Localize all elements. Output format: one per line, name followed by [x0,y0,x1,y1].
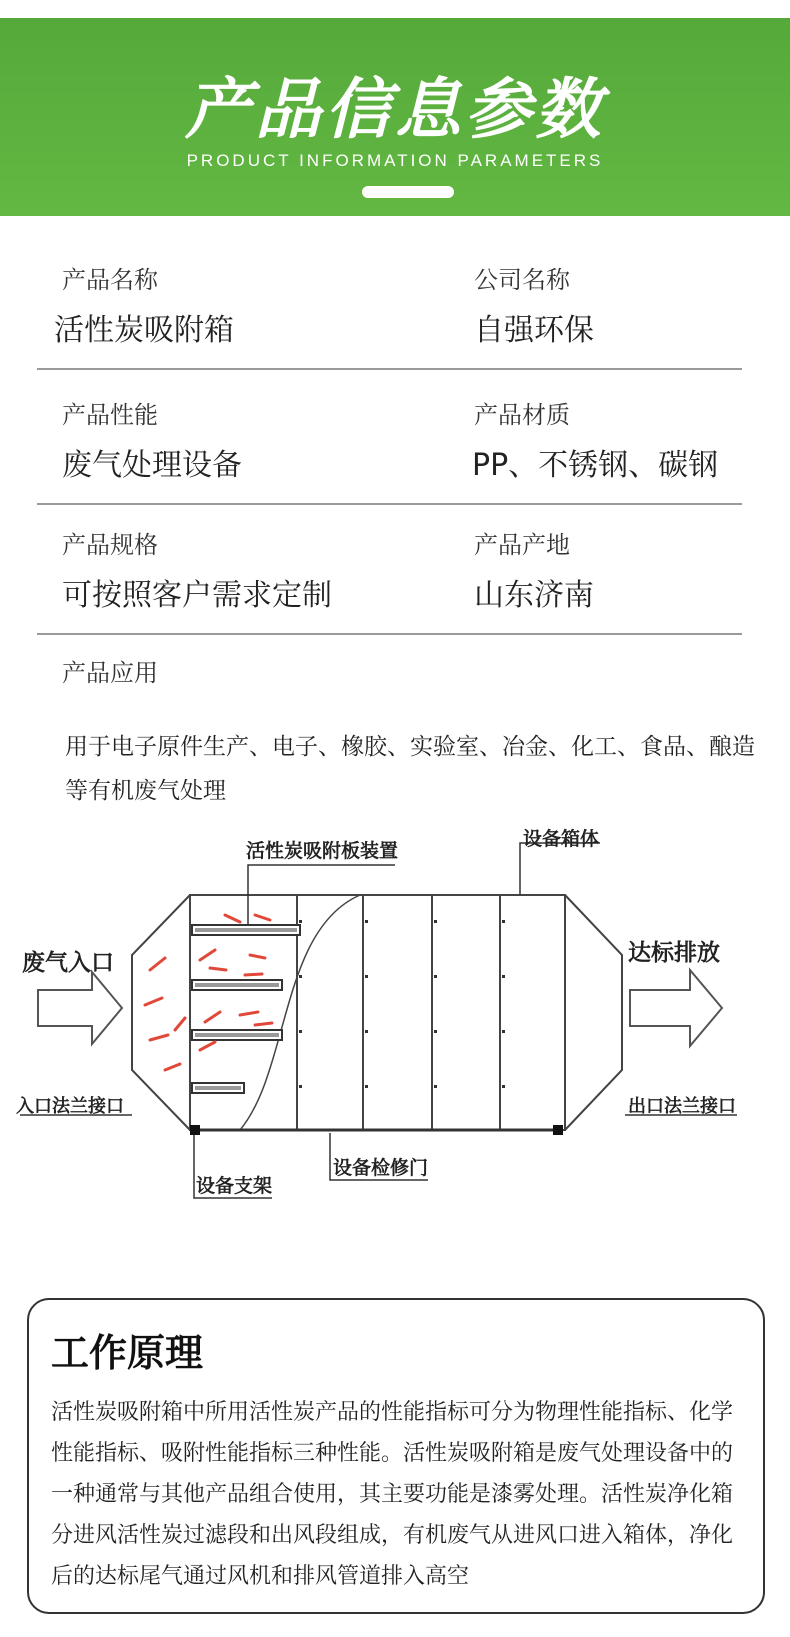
product-name-value: 活性炭吸附箱 [54,313,234,348]
application-label: 产品应用 [62,659,158,687]
performance-label: 产品性能 [62,401,158,429]
gas-inlet-label: 废气入口 [22,950,114,976]
principle-body: 活性炭吸附箱中所用活性炭产品的性能指标可分为物理性能指标、化学性能指标、吸附性能指标三种性能。活性炭吸附箱是废气处理设备中的一种通常与其他产品组合使用，其主要功能是漆雾处理。活性炭净化箱分进风活性炭过滤段和出风段组成，有机废气从进风口进入箱体，净化后的达标尾气通过风机和排风管道排入高空 [51,1400,734,1589]
spec-label: 产品规格 [62,531,158,559]
equipment-diagram [0,828,790,1260]
divider [37,368,742,370]
origin-value: 山东济南 [474,578,594,613]
origin-label: 产品产地 [474,531,570,559]
divider [37,503,742,505]
adsorption-plate-label: 活性炭吸附板装置 [246,840,399,862]
material-value: PP、不锈钢、碳钢 [472,448,719,483]
outlet-flange-label: 出口法兰接口 [628,1096,736,1117]
divider [37,633,742,635]
performance-value: 废气处理设备 [62,448,242,483]
inlet-arrow-icon [38,972,122,1044]
working-principle-card [27,1298,765,1614]
spec-value: 可按照客户需求定制 [62,578,332,613]
page-subtitle: PRODUCT INFORMATION PARAMETERS [186,151,604,170]
principle-title: 工作原理 [51,1331,204,1375]
panel-hinges [299,920,505,1088]
inlet-flange-label: 入口法兰接口 [16,1096,124,1117]
box-body-label: 设备箱体 [523,828,600,850]
outlet-arrow-icon [630,970,722,1046]
product-name-label: 产品名称 [62,266,158,294]
discharge-label: 达标排放 [628,940,720,966]
support-label: 设备支架 [196,1175,273,1197]
material-label: 产品材质 [474,401,570,429]
access-door-label: 设备检修门 [333,1157,429,1179]
title-underline [362,186,454,198]
adsorption-plates [192,925,300,1093]
header-banner [0,18,790,216]
company-name-label: 公司名称 [474,266,570,294]
company-name-value: 自强环保 [474,313,594,348]
application-value: 用于电子原件生产、电子、橡胶、实验室、冶金、化工、食品、酿造等有机废气处理 [65,734,755,804]
page-title: 产品信息参数 [185,71,605,148]
airflow-arrows [145,915,272,1070]
